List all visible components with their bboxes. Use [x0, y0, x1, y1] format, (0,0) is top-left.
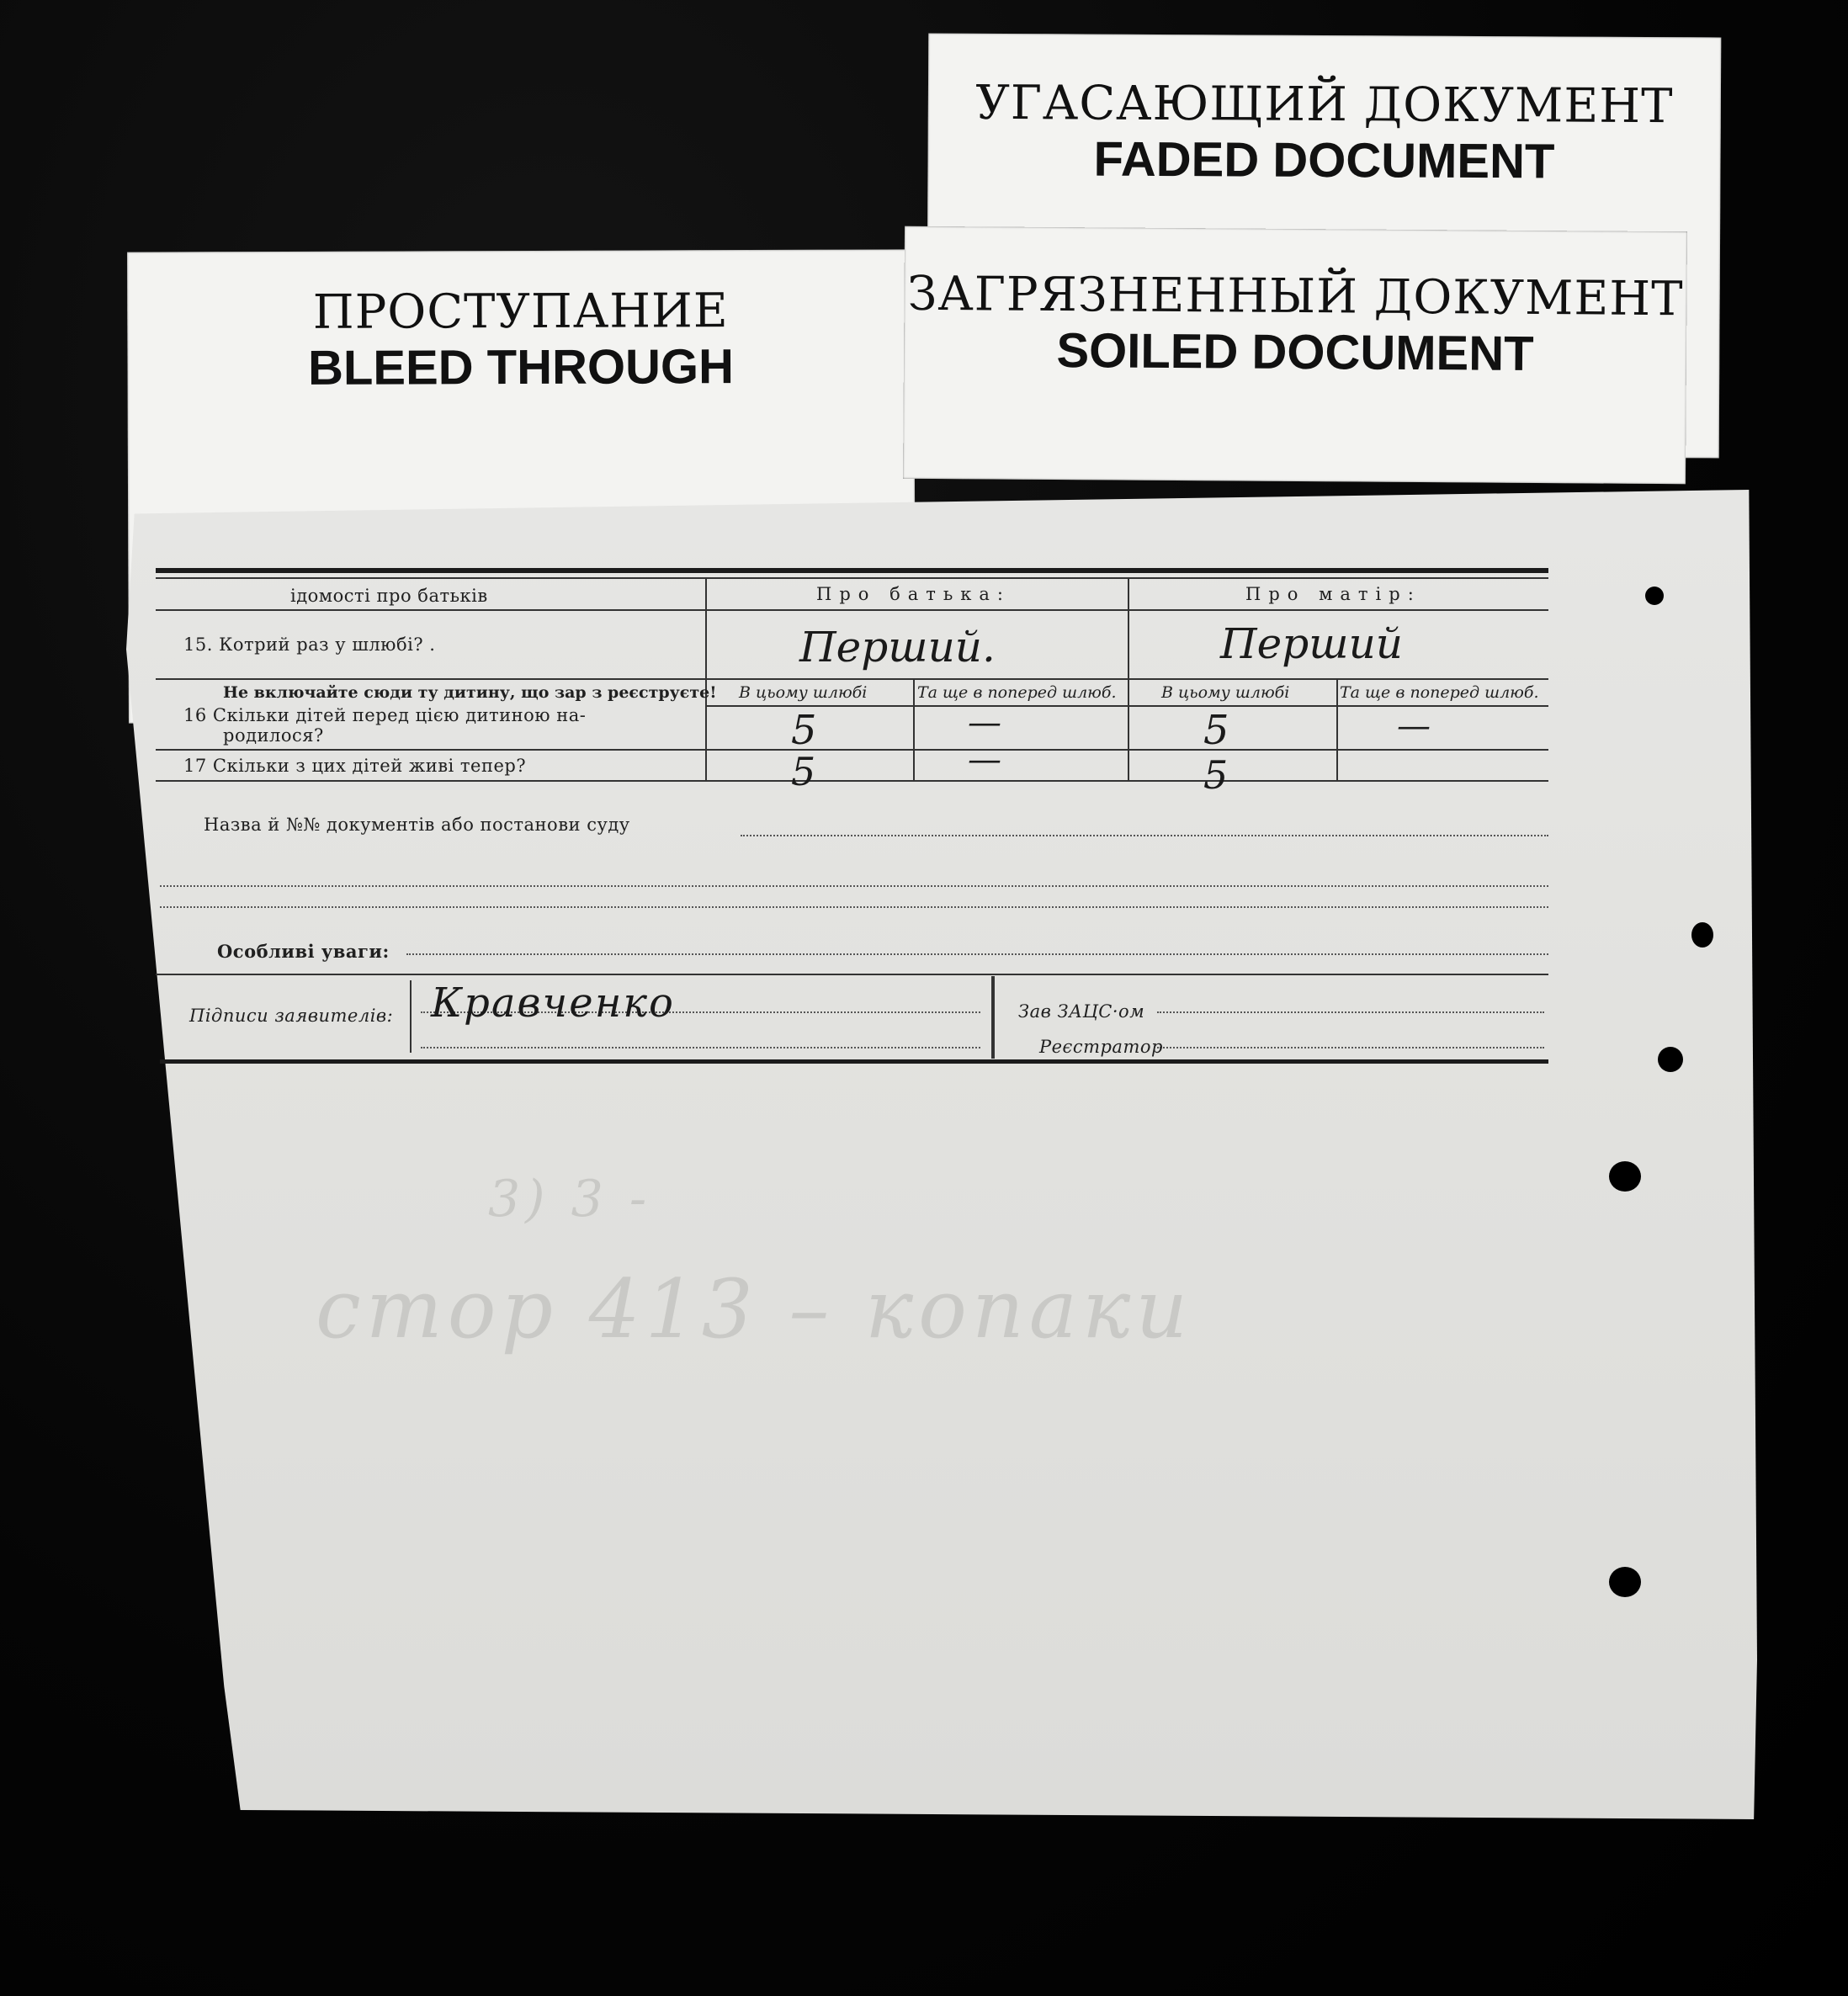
row-rule — [156, 678, 1548, 680]
docs-dotline — [160, 906, 1548, 908]
punch-hole — [1645, 587, 1664, 605]
signatures-label: Підписи заявителів: — [189, 1006, 394, 1026]
punch-hole — [1691, 922, 1713, 948]
applicant-signature: Кравченко — [431, 979, 675, 1027]
faded-label-ru: УГАСАЮЩИЙ ДОКУМЕНТ — [975, 75, 1674, 135]
header-parents-info: ідомості про батьків — [290, 586, 488, 606]
sig-dotline — [421, 1047, 980, 1048]
soiled-label-en: SOILED DOCUMENT — [1056, 323, 1534, 381]
q16-father-prev: — — [968, 703, 1001, 742]
soiled-label-ru: ЗАГРЯЗНЕННЫЙ ДОКУМЕНТ — [907, 266, 1684, 327]
bleed-label-en: BLEED THROUGH — [307, 339, 735, 395]
question-16-line1: 16 Скільки дітей перед цією дитиною на- — [183, 705, 587, 725]
notes-dotline — [406, 953, 1548, 955]
row-rule — [156, 749, 1548, 751]
q17-father-this: 5 — [791, 749, 816, 794]
head-dotline — [1157, 1011, 1544, 1013]
header-father: Про батька: — [816, 584, 1012, 604]
sub-father-previous: Та ще в попеpeд шлюб. — [917, 683, 1117, 702]
sig-col-rule — [991, 976, 995, 1059]
table-bottom-rule — [160, 1059, 1548, 1064]
sub-mother-previous: Та ще в попеpeд шлюб. — [1340, 683, 1539, 702]
question-15: 15. Котрий раз у шлюбі? . — [183, 634, 436, 655]
question-16-line2: родилося? — [223, 725, 324, 746]
documents-label: Назва й №№ документів або постанови суду — [204, 815, 630, 835]
table-top-rule — [156, 568, 1548, 573]
punch-hole — [1609, 1567, 1641, 1597]
col-rule — [1336, 678, 1338, 780]
row-rule — [156, 609, 1548, 611]
soiled-document-label — [903, 226, 1687, 484]
question-17: 17 Скільки з цих дітей живі тепер? — [183, 756, 527, 776]
notes-label: Особливі уваги: — [217, 941, 390, 962]
col-rule — [705, 577, 707, 780]
pencil-note-top: 3) 3 - — [488, 1170, 652, 1229]
header-mother: Про матір: — [1245, 584, 1421, 604]
q16-mother-prev: — — [1397, 707, 1431, 746]
note-16: Не включайте сюди ту дитину, що зар з реєструєте! — [223, 683, 717, 702]
q16-mother-this: 5 — [1203, 707, 1229, 754]
q17-mother-this: 5 — [1203, 752, 1229, 798]
notes-rule — [156, 974, 1548, 975]
punch-hole — [1658, 1047, 1683, 1072]
faded-label-en: FADED DOCUMENT — [1093, 131, 1555, 189]
table-header-rule — [156, 577, 1548, 579]
pencil-note-main: стор 413 – копаки — [316, 1262, 1193, 1356]
row-rule — [156, 780, 1548, 782]
sig-col-rule — [410, 980, 412, 1053]
bleed-label-ru: ПРОСТУПАНИЕ — [312, 284, 729, 340]
docs-dotline — [160, 885, 1548, 887]
q17-father-prev: — — [968, 741, 1001, 779]
q15-father-answer: Перший. — [799, 623, 996, 672]
col-rule — [913, 678, 915, 780]
q16-father-this: 5 — [791, 707, 817, 754]
punch-hole — [1609, 1161, 1641, 1192]
docs-dotline — [741, 835, 1548, 836]
sub-father-this-marriage: В цьому шлюбі — [739, 683, 868, 702]
col-rule — [1128, 577, 1129, 780]
sub-mother-this-marriage: В цьому шлюбі — [1161, 683, 1290, 702]
q15-mother-answer: Перший — [1220, 619, 1403, 668]
registrar-label: Реєстратор — [1039, 1037, 1163, 1057]
head-label: Зав ЗАЦС·ом — [1018, 1001, 1145, 1022]
registrar-dotline — [1157, 1047, 1544, 1048]
